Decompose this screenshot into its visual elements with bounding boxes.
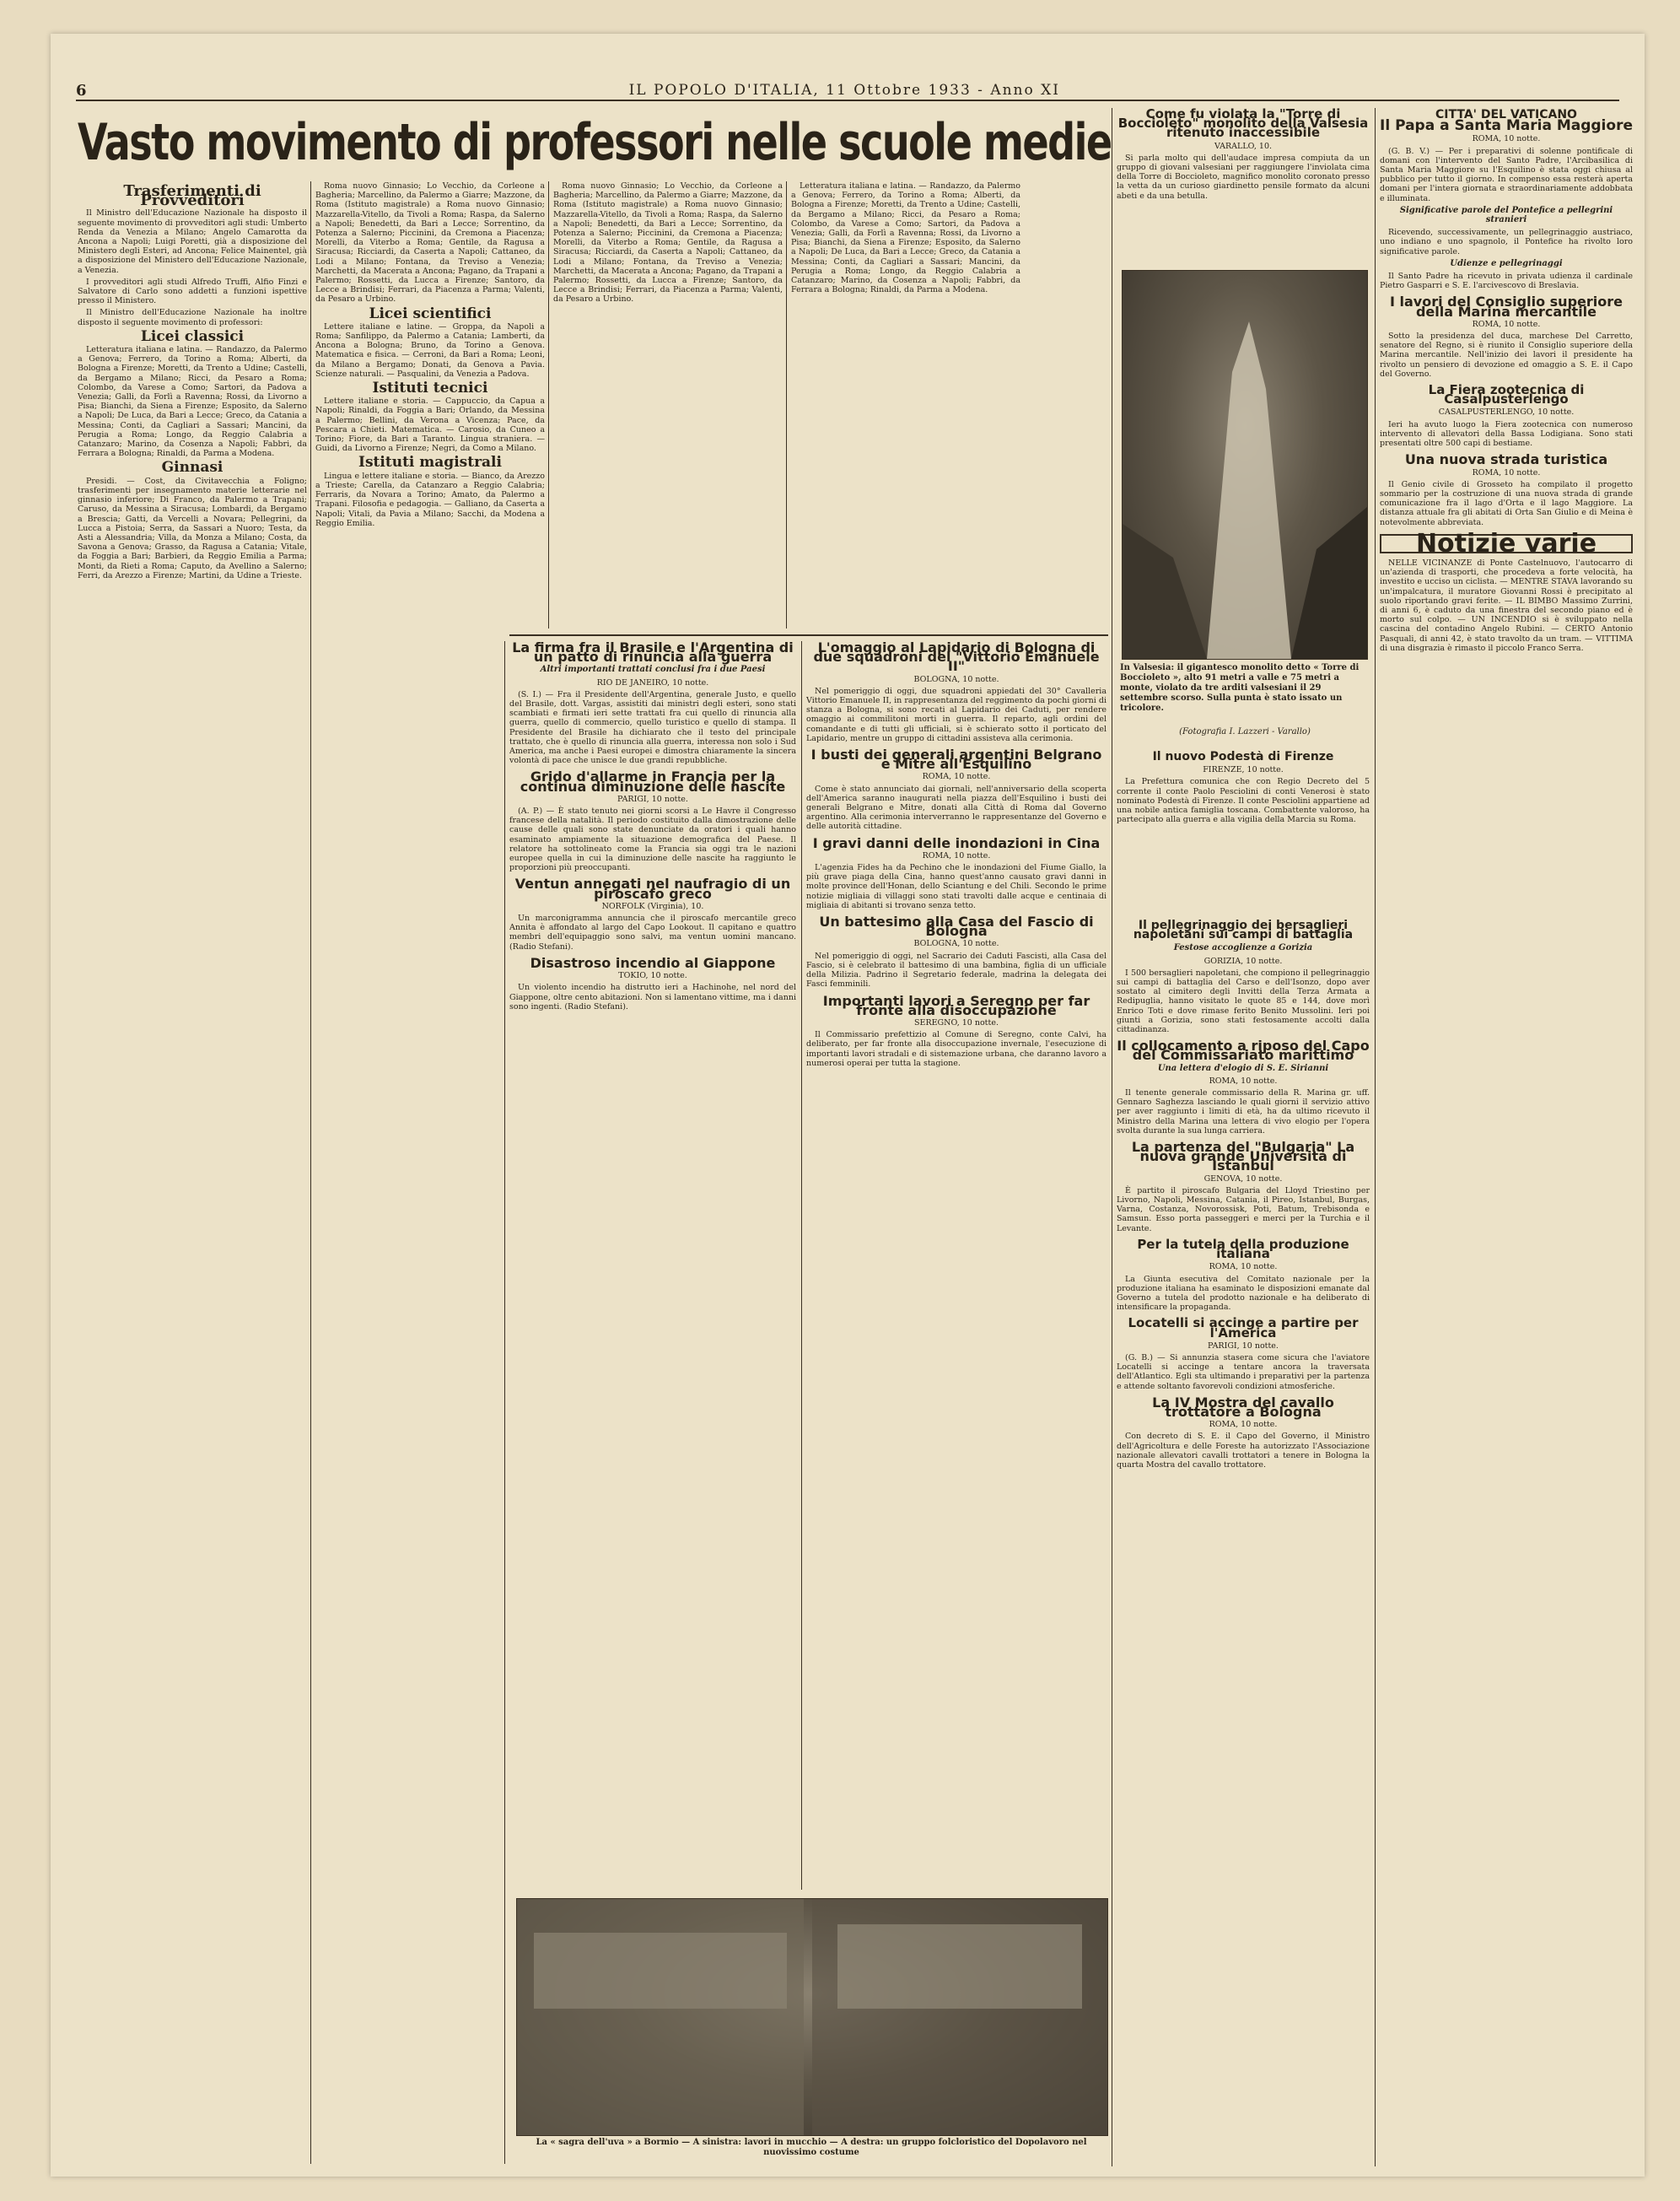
story-naufragio-dateline: NORFOLK (Virginia), 10.	[601, 901, 704, 911]
story-bersaglieri-text: I 500 bersaglieri napoletani, che compiono il pellegrinaggio sui campi di battaglia del Carso e dell'Isonzo, dopo aver sostato al cimitero degli Invitti della Terza Armata a Redipuglia, hanno visitato le quote 85 e 144, dove morì Enrico Toti e dove rimase ferito Benito Mussolini. Ieri poi giunti a Gorizia, sono stati festosamente accolti dalla cittadinanza.	[1117, 968, 1370, 1035]
story-tutela-text: La Giunta esecutiva del Comitato nazionale per la produzione italiana ha esaminato le disposizioni emanate dal Governo a tutela del prodotto nazionale e ha deliberato di intensificare la propaganda.	[1117, 1274, 1370, 1313]
story-papa-dateline: ROMA, 10 notte.	[1472, 134, 1541, 144]
section-text-licei-scientifici: Lettere italiane e latine. — Groppa, da Napoli a Roma; Sanfilippo, da Palermo a Catania; Lamberti, da Ancona a Bologna; Bruno, da Torino a Genova. Matematica e fisica. — Cerroni, da Bari a Roma; Leoni, da Milano a Bergamo; Donati, da Genova a Pavia. Scienze naturali. — Pasqualini, da Venezia a Padova.	[315, 321, 545, 379]
story-francia-headline: Grido d'allarme in Francia per la continua diminuzione delle nascite	[520, 769, 786, 795]
torre-photo	[1122, 270, 1368, 660]
vatican-column-head: CITTA' DEL VATICANO	[1435, 108, 1577, 121]
story-bersaglieri-headline: Il pellegrinaggio dei bersaglieri napoletani sui campi di battaglia	[1133, 920, 1354, 942]
story-papa-headline: Il Papa a Santa Maria Maggiore	[1380, 117, 1633, 135]
vatican-column	[1380, 108, 1633, 2166]
story-brasile-dateline: RIO DE JANEIRO, 10 notte.	[596, 677, 709, 688]
story-bulgaria-headline: La partenza del "Bulgaria" La nuova grande Università di Istanbul	[1131, 1139, 1355, 1174]
masthead: IL POPOLO D'ITALIA, 11 Ottobre 1933 - Anno XI	[628, 82, 1060, 99]
main-intro: Il Ministro dell'Educazione Nazionale ha disposto il seguente movimento di provveditori agli studi: Umberto Renda da Venezia a Milano; Angelo Camarotta da Ancona a Napoli; Luigi Poretti, già a disposizione del Ministero degli Esteri, ad Ancona; Felice Mainentel, già a disposizione del Ministero dell'Educazione Nazionale, a Venezia.	[78, 208, 307, 275]
main-story-column-1	[78, 181, 307, 2164]
section-text-istituti-tecnici: Lettere italiane e storia. — Cappuccio, da Capua a Napoli; Rinaldi, da Foggia a Bari; Orlando, da Messina a Palermo; Bellini, da Verona a Vicenza; Pace, da Pescara a Chieti. Matematica. — Carosio, da Cuneo a Torino; Fiore, da Bari a Taranto. Lingua straniera. — Guidi, da Livorno a Firenze; Negri, da Como a Milano.	[315, 397, 545, 454]
main-headline: Vasto movimento di professori nelle scuole medie	[78, 113, 1112, 172]
story-mostra-headline: La IV Mostra del cavallo trottatore a Bologna	[1152, 1394, 1334, 1420]
section-divider	[509, 634, 1108, 636]
main-subhead: Trasferimenti di Provveditori	[123, 182, 261, 210]
bormio-caption: La « sagra dell'uva » a Bormio — A sinistra: lavori in mucchio — A destra: un gruppo folcloristico del Dopolavoro nel nuovissimo costume	[536, 2138, 1087, 2157]
story-marina-dateline: ROMA, 10 notte.	[1472, 319, 1541, 329]
story-strada-headline: Una nuova strada turistica	[1404, 451, 1608, 468]
story-collocamento-dateline: ROMA, 10 notte.	[1209, 1076, 1278, 1086]
story-locatelli-text: (G. B.) — Si annunzia stasera come sicura che l'aviatore Locatelli si accinge a tentare ancora la traversata dell'Atlantico. Egli sta ultimando i preparativi per la partenza e attende soltanto favorevoli condizioni atmosferiche.	[1117, 1352, 1370, 1391]
section-title-istituti-tecnici: Istituti tecnici	[372, 380, 488, 397]
story-papa-deck: Significative parole del Pontefice a pellegrini stranieri	[1399, 205, 1613, 225]
story-busti-dateline: ROMA, 10 notte.	[922, 772, 991, 782]
section-text-istituti-magistrali: Lingua e lettere italiane e storia. — Bianco, da Arezzo a Trieste; Carella, da Catanzaro a Reggio Calabria; Ferraris, da Novara a Torino; Amato, da Palermo a Trapani. Filosofia e pedagogia. — Galliano, da Caserta a Napoli; Vitali, da Pavia a Milano; Sacchi, da Modena a Reggio Emilia.	[315, 471, 545, 528]
right-column-1-stories	[1117, 920, 1370, 2160]
story-mostra-text: Con decreto di S. E. il Capo del Governo, il Ministro dell'Agricoltura e delle Foreste ha autorizzato l'Associazione nazionale allevatori cavalli trottatori a tenere in Bologna la quarta Mostra del cavallo trottatore.	[1117, 1432, 1370, 1470]
story-fiera-dateline: CASALPUSTERLENGO, 10 notte.	[1438, 407, 1575, 418]
story-nuovo-podesta-text: La Prefettura comunica che con Regio Decreto del 5 corrente il conte Paolo Pesciolini di conti Venerosi è stato nominato Podestà di Firenze. Il conte Pesciolini appartiene ad una nobile antica famiglia toscana. Combattente valoroso, ha partecipato alla guerra e alla vigilia della Marcia su Roma.	[1117, 777, 1370, 825]
section-title-istituti-magistrali: Istituti magistrali	[358, 454, 502, 472]
story-papa-text: (G. B. V.) — Per i preparativi di solenne pontificale di domani con l'intervento del Santo Padre, l'Arcibasilica di Santa Maria Maggiore su l'Esquilino è stata oggi chiusa al pubblico per tutto il giorno. In compenso essa resterà aperta domani per l'intera giornata e straordinariamente addobbata e illuminata.	[1380, 146, 1633, 203]
story-lapidario-headline: L'omaggio al Lapidario di Bologna di due squadroni del "Vittorio Emanuele II"	[813, 641, 1100, 675]
story-cina-headline: I gravi danni delle inondazioni in Cina	[812, 834, 1101, 851]
story-nuovo-podesta-headline: Il nuovo Podestà di Firenze	[1152, 751, 1334, 763]
column-rule	[310, 181, 311, 2164]
story-cina-dateline: ROMA, 10 notte.	[922, 850, 991, 860]
notizie-varie-text: NELLE VICINANZE di Ponte Castelnuovo, l'autocarro di un'azienda di trasporti, che procedeva a forte velocità, ha investito e ucciso un ciclista. — MENTRE STAVA lavorando su un'impalcatura, il muratore Giovanni Rossi è precipitato al suolo riportando gravi ferite. — IL BIMBO Massimo Zurrini, di anni 6, è caduto da una finestra del secondo piano ed è morto sul colpo. — UN INCENDIO si è sviluppato nella cascina del contadino Angelo Rubini. — CERTO Antonio Pasquali, di anni 42, è stato travolto da un tram. — VITTIMA di una disgrazia è rimasto il piccolo Franco Serra.	[1380, 558, 1633, 653]
main-col3-text: Roma nuovo Ginnasio; Lo Vecchio, da Corleone a Bagheria; Marcellino, da Palermo a Giarre; Mazzone, da Roma (Istituto magistrale) a Roma nuovo Ginnasio; Mazzarella-Vitello, da Tivoli a Roma; Raspa, da Salerno a Napoli; Benedetti, da Bari a Lecce; Sorrentino, da Potenza a Salerno; Piccinini, da Cremona a Piacenza; Morelli, da Viterbo a Roma; Gentile, da Ragusa a Siracusa; Ricciardi, da Caserta a Napoli; Cattaneo, da Lodi a Milano; Fontana, da Treviso a Venezia; Marchetti, da Macerata a Ancona; Pagano, da Trapani a Palermo; Rossetti, da Lucca a Firenze; Santoro, da Lecce a Brindisi; Ferrari, da Piacenza a Parma; Valenti, da Pesaro a Urbino.	[553, 181, 783, 305]
story-tutela-headline: Per la tutela della produzione italiana	[1137, 1236, 1349, 1262]
story-papa-text-2: Ricevendo, successivamente, un pellegrinaggio austriaco, uno indiano e uno spagnolo, il Pontefice ha rivolto loro significative parole.	[1380, 228, 1633, 256]
story-torre-text: Si parla molto qui dell'audace impresa compiuta da un gruppo di giovani valsesiani per raggiungere l'inviolata cima della Torre di Boccioleto, magnifico monolito coronato presso la vetta da un curioso giardinetto pensile formato da alcuni abeti e da una betulla.	[1117, 153, 1370, 201]
bormio-photo	[516, 1898, 1108, 2136]
story-bulgaria-text: È partito il piroscafo Bulgaria del Lloyd Triestino per Livorno, Napoli, Messina, Catania, il Pireo, Istanbul, Burgas, Varna, Costanza, Novorossisk, Poti, Batum, Trebisonda e Samsun. Esso porta passeggeri e merci per la Turchia e il Levante.	[1117, 1185, 1370, 1233]
story-giappone-dateline: TOKIO, 10 notte.	[618, 971, 687, 981]
story-collocamento-text: Il tenente generale commissario della R. Marina gr. uff. Gennaro Saghezza lasciando le quali giorni il servizio attivo per aver raggiunto i limiti di età, ha da ultimo ricevuto il Ministro della Marina una lettera di vivo elogio per l'opera svolta durante la sua lunga carriera.	[1117, 1088, 1370, 1136]
page-number: 6	[76, 81, 87, 100]
story-battesimo-headline: Un battesimo alla Casa del Fascio di Bologna	[819, 914, 1094, 940]
page-header	[76, 81, 1619, 101]
torre-caption: In Valsesia: il gigantesco monolito detto « Torre di Boccioleto », alto 91 metri a valle e 75 metri a monte, violato da tre arditi valsesiani il 29 settembre scorso. Sulla punta è stato issato un tricolore.	[1120, 663, 1360, 713]
story-bersaglieri-dateline: GORIZIA, 10 notte.	[1203, 956, 1283, 966]
story-battesimo-text: Nel pomeriggio di oggi, nel Sacrario dei Caduti Fascisti, alla Casa del Fascio, si è celebrato il battesimo di una bambina, figlia di un ufficiale della Milizia. Padrino il Segretario federale, madrina la delegata dei Fasci femminili.	[806, 951, 1107, 990]
story-fiera-headline: La Fiera zootecnica di Casalpusterlengo	[1428, 382, 1585, 407]
main-col4-text: Letteratura italiana e latina. — Randazzo, da Palermo a Genova; Ferrero, da Torino a Roma; Alberti, da Bologna a Firenze; Moretti, da Trento a Udine; Castelli, da Bergamo a Milano; Ricci, da Pesaro a Roma; Colombo, da Varese a Como; Sartori, da Padova a Venezia; Galli, da Forlì a Ravenna; Rossi, da Livorno a Pisa; Bianchi, da Siena a Firenze; Esposito, da Salerno a Napoli; De Luca, da Bari a Lecce; Greco, da Catania a Messina; Conti, da Cagliari a Sassari; Mancini, da Perugia a Roma; Longo, da Reggio Calabria a Catanzaro; Marino, da Cosenza a Napoli; Fabbri, da Ferrara a Bologna; Rinaldi, da Parma a Modena.	[791, 181, 1020, 295]
column-rule	[504, 641, 505, 2164]
section-text-licei-classici: Letteratura italiana e latina. — Randazzo, da Palermo a Genova; Ferrero, da Torino a Roma; Alberti, da Bologna a Firenze; Moretti, da Trento a Udine; Castelli, da Bergamo a Milano; Ricci, da Pesaro a Roma; Colombo, da Varese a Como; Sartori, da Padova a Venezia; Galli, da Forlì a Ravenna; Rossi, da Livorno a Pisa; Bianchi, da Siena a Firenze; Esposito, da Salerno a Napoli; De Luca, da Bari a Lecce; Greco, da Catania a Messina; Conti, da Cagliari a Sassari; Mancini, da Perugia a Roma; Longo, da Reggio Calabria a Catanzaro; Marino, da Cosenza a Napoli; Fabbri, da Ferrara a Bologna; Rinaldi, da Parma a Modena.	[78, 345, 307, 459]
story-seregno-headline: Importanti lavori a Seregno per far fronte alla disoccupazione	[822, 992, 1090, 1018]
story-locatelli-dateline: PARIGI, 10 notte.	[1208, 1341, 1279, 1351]
story-brasile-headline: La firma fra il Brasile e l'Argentina di un patto di rinuncia alla guerra	[512, 641, 794, 666]
story-locatelli-headline: Locatelli si accinge a partire per l'America	[1128, 1315, 1359, 1341]
story-battesimo-dateline: BOLOGNA, 10 notte.	[913, 939, 999, 949]
main-story-column-4	[791, 181, 1020, 628]
section-title-licei-scientifici: Licei scientifici	[369, 305, 492, 322]
story-nuovo-podesta-dateline: FIRENZE, 10 notte.	[1203, 765, 1284, 775]
story-francia-dateline: PARIGI, 10 notte.	[617, 794, 688, 804]
crowd-illustration	[517, 1899, 1107, 2135]
notizie-varie-title: Notizie varie	[1380, 534, 1633, 553]
story-strada-dateline: ROMA, 10 notte.	[1472, 467, 1541, 477]
column-rule	[801, 641, 802, 1890]
story-giappone-headline: Disastroso incendio al Giappone	[530, 954, 776, 971]
story-naufragio-headline: Ventun annegati nel naufragio di un piroscafo greco	[514, 876, 791, 902]
main-intro-2: I provveditori agli studi Alfredo Truffi, Alfio Finzi e Salvatore di Carlo sono addetti a funzioni ispettive presso il Ministero.	[78, 277, 307, 306]
story-francia-text: (A. P.) — È stato tenuto nei giorni scorsi a Le Havre il Congresso francese della natalità. Il periodo costituito dalla dimostrazione delle cause delle quali sono state denunciate da oratori i quali hanno esaminato ampiamente la situazione demografica del Paese. Il relatore ha sottolineato come la Francia sia oggi tra le nazioni europee quella in cui la diminuzione delle nascite ha raggiunto le proporzioni più preoccupanti.	[509, 806, 796, 873]
story-giappone-text: Un violento incendio ha distrutto ieri a Hachinohe, nel nord del Giappone, oltre cento abitazioni. Non si lamentano vittime, ma i danni sono ingenti. (Radio Stefani).	[509, 983, 796, 1011]
column-rule	[1375, 108, 1376, 2166]
story-collocamento-headline: Il collocamento a riposo del Capo del Commissariato marittimo	[1117, 1038, 1370, 1064]
torre-credit: (Fotografia I. Lazzeri - Varallo)	[1179, 727, 1311, 736]
section-title-licei-classici: Licei classici	[140, 327, 245, 345]
story-brasile-text: (S. I.) — Fra il Presidente dell'Argentina, generale Justo, e quello del Brasile, dott. Vargas, assistiti dai ministri degli esteri, sono stati scambiati e firmati ieri sette trattati fra cui quello di rinuncia alla guerra, quello di commercio, quello turistico e quello di stampa. Il Presidente del Brasile ha dichiarato che il testo del principale trattato, che è quello di rinuncia alla guerra, interessa non solo i Sud America, ma anche i Paesi europei e dimostra chiaramente la sincera volontà di pace che unisce le due grandi repubbliche.	[509, 689, 796, 766]
story-busti-text: Come è stato annunciato dai giornali, nell'anniversario della scoperta dell'America saranno inaugurati nella piazza dell'Esquilino i busti dei generali Belgrano e Mitre, donati alla Città di Roma dal Governo argentino. Alla cerimonia interverranno le rappresentanze del Governo e delle autorità cittadine.	[806, 784, 1107, 832]
story-tutela-dateline: ROMA, 10 notte.	[1209, 1262, 1278, 1272]
column-rule	[786, 181, 787, 628]
story-busti-headline: I busti dei generali argentini Belgrano e Mitre all'Esquilino	[810, 747, 1102, 773]
story-torre-headline: Come fu violata la "Torre di Boccioleto" monolito della Valsesia ritenuto inaccessibile	[1117, 108, 1369, 141]
story-marina-text: Sotto la presidenza del duca, marchese Del Carretto, senatore del Regno, si è riunito il Consiglio superiore della Marina mercantile. Nell'inizio dei lavori il presidente ha rivolto un pensiero di devozione ed omaggio a S. E. il Capo del Governo.	[1380, 332, 1633, 379]
story-bersaglieri-deck: Festose accoglienze a Gorizia	[1173, 943, 1313, 953]
story-strada-text: Il Genio civile di Grosseto ha compilato il progetto sommario per la costruzione di una nuova strada di grande comunicazione fra il lago d'Orta e il lago Maggiore. La distanza attuale fra gli abitati di Orta San Giulio e di Meina è notevolmente abbreviata.	[1380, 479, 1633, 527]
column-rule	[548, 181, 549, 628]
story-fiera-text: Ieri ha avuto luogo la Fiera zootecnica con numeroso intervento di allevatori della Bassa Lodigiana. Sono stati presentati oltre 500 capi di bestiame.	[1380, 419, 1633, 449]
mountain-illustration	[1123, 271, 1367, 659]
story-brasile-deck: Altri importanti trattati conclusi fra i due Paesi	[540, 665, 766, 675]
story-mostra-dateline: ROMA, 10 notte.	[1209, 1420, 1278, 1430]
story-seregno-dateline: SEREGNO, 10 notte.	[914, 1017, 999, 1028]
main-col2-text: Roma nuovo Ginnasio; Lo Vecchio, da Corleone a Bagheria; Marcellino, da Palermo a Giarre; Mazzone, da Roma (Istituto magistrale) a Roma nuovo Ginnasio; Mazzarella-Vitello, da Tivoli a Roma; Raspa, da Salerno a Napoli; Benedetti, da Bari a Lecce; Sorrentino, da Potenza a Salerno; Piccinini, da Cremona a Piacenza; Morelli, da Viterbo a Roma; Gentile, da Ragusa a Siracusa; Ricciardi, da Caserta a Napoli; Cattaneo, da Lodi a Milano; Fontana, da Treviso a Venezia; Marchetti, da Macerata a Ancona; Pagano, da Trapani a Palermo; Rossetti, da Lucca a Firenze; Santoro, da Lecce a Brindisi; Ferrari, da Piacenza a Parma; Valenti, da Pesaro a Urbino.	[315, 181, 545, 305]
section-title-ginnasi: Ginnasi	[161, 459, 223, 477]
story-marina-headline: I lavori del Consiglio superiore della Marina mercantile	[1390, 294, 1623, 320]
story-naufragio-text: Un marconigramma annuncia che il piroscafo mercantile greco Annita è affondato al largo del Capo Lookout. Il capitano e quattro membri dell'equipaggio sono salvi, ma ventun uomini mancano. (Radio Stefani).	[509, 914, 796, 952]
section-text-ginnasi: Presidi. — Cost, da Civitavecchia a Foligno; trasferimenti per insegnamento materie letterarie nel ginnasio inferiore; Di Franco, da Palermo a Trapani; Caruso, da Messina a Siracusa; Lombardi, da Bergamo a Brescia; Gatti, da Vercelli a Novara; Pellegrini, da Lucca a Pistoia; Serra, da Sassari a Nuoro; Testa, da Asti a Alessandria; Villa, da Monza a Milano; Costa, da Savona a Genova; Grasso, da Ragusa a Catania; Vitale, da Foggia a Bari; Barbieri, da Reggio Emilia a Parma; Monti, da Rieti a Roma; Caputo, da Avellino a Salerno; Ferri, da Arezzo a Firenze; Martini, da Udine a Trieste.	[78, 476, 307, 580]
main-intro-3: Il Ministro dell'Educazione Nazionale ha inoltre disposto il seguente movimento di professori:	[78, 308, 307, 327]
story-lapidario-dateline: BOLOGNA, 10 notte.	[913, 674, 999, 684]
story-collocamento-deck: Una lettera d'elogio di S. E. Sirianni	[1157, 1063, 1329, 1073]
middle-column-b	[806, 641, 1107, 1890]
story-bulgaria-dateline: GENOVA, 10 notte.	[1203, 1173, 1283, 1184]
main-story-column-3	[553, 181, 783, 628]
story-papa-deck-2: Udienze e pellegrinaggi	[1450, 258, 1563, 268]
story-torre-dateline: VARALLO, 10.	[1214, 141, 1273, 151]
story-lapidario-text: Nel pomeriggio di oggi, due squadroni appiedati del 30° Cavalleria Vittorio Emanuele II, in rappresentanza del reggimento da pochi giorni di stanza a Bologna, si sono recati al Lapidario dei Caduti, per rendere omaggio ai commilitoni morti in guerra. Il reparto, agli ordini del comandante e di tutti gli ufficiali, si è schierato sotto il porticato del Lapidario, mentre un gruppo di cittadini assisteva alla cerimonia.	[806, 686, 1107, 743]
story-papa-text-3: Il Santo Padre ha ricevuto in privata udienza il cardinale Pietro Gasparri e S. E. l'arcivescovo di Breslavia.	[1380, 272, 1633, 291]
story-seregno-text: Il Commissario prefettizio al Comune di Seregno, conte Calvi, ha deliberato, per far fronte alla disoccupazione invernale, l'esecuzione di importanti lavori stradali e di sistemazione urbana, che daranno lavoro a numerosi operai per tutta la stagione.	[806, 1030, 1107, 1068]
story-cina-text: L'agenzia Fides ha da Pechino che le inondazioni del Fiume Giallo, la più grave piaga della Cina, hanno quest'anno causato gravi danni in molte province dell'Honan, dello Sciantung e del Chili. Secondo le prime notizie migliaia di villaggi sono stati travolti dalle acque e centinaia di migliaia di abitanti si trovano senza tetto.	[806, 863, 1107, 910]
